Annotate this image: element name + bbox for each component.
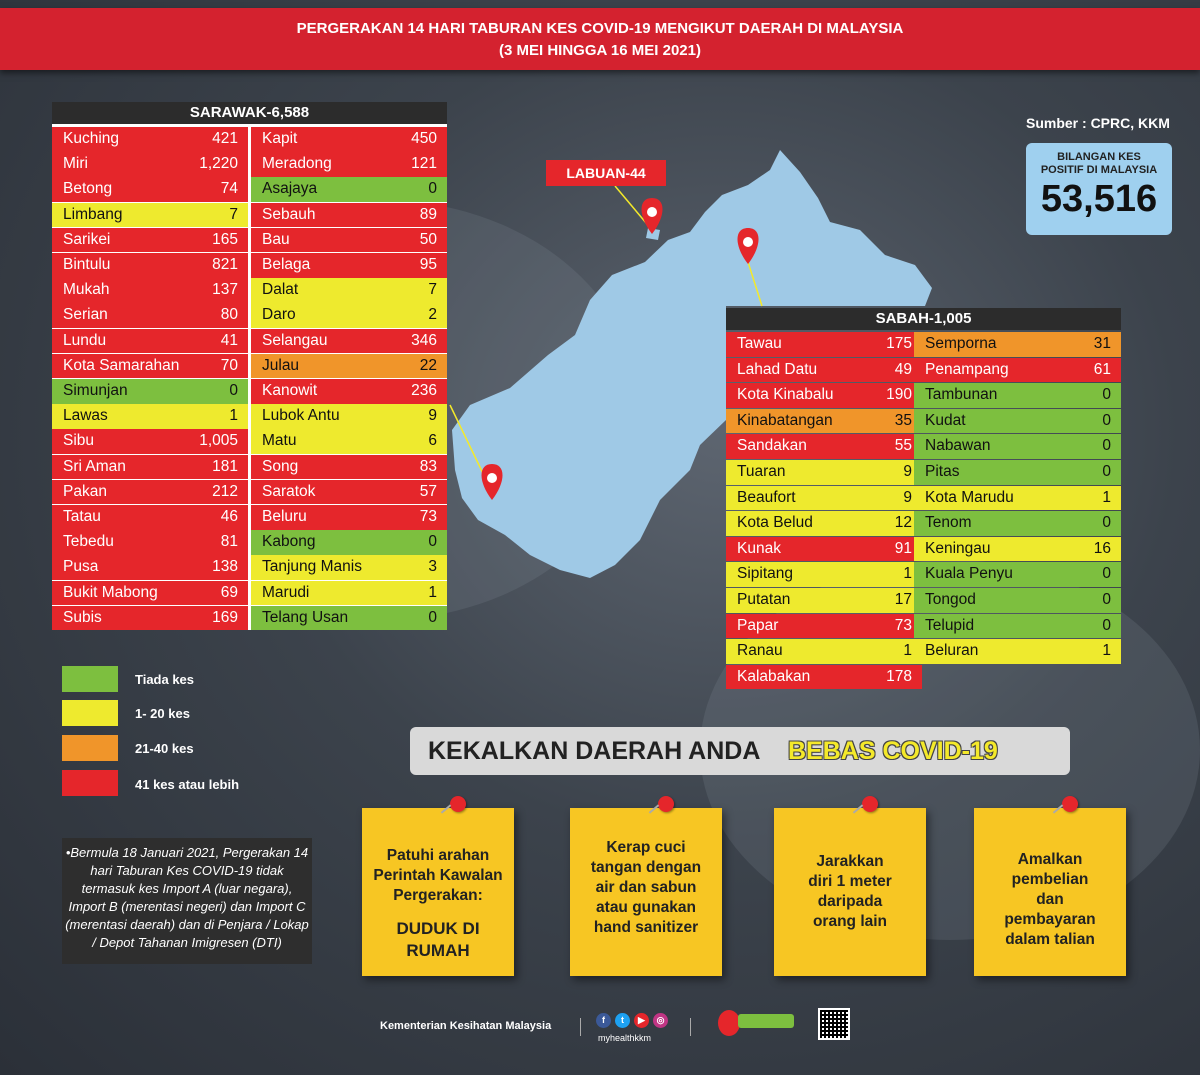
district-cases: 31 [1093, 335, 1111, 352]
district-cases: 50 [419, 230, 437, 248]
social-handle: myhealthkkm [598, 1033, 652, 1043]
push-pin-icon [1062, 796, 1078, 812]
district-row [251, 127, 447, 152]
legend-label: 1- 20 kes [135, 706, 190, 721]
district-name: Matu [262, 432, 297, 450]
district-name: Song [262, 457, 299, 475]
district-cases: 169 [212, 608, 238, 626]
slogan-bar [410, 727, 1070, 775]
district-cases: 41 [220, 331, 238, 349]
district-row [251, 429, 447, 454]
district-name: Telupid [925, 616, 975, 634]
district-name: Miri [63, 155, 88, 173]
advice-emphasis: DUDUK DI RUMAH [396, 919, 480, 960]
district-cases: 7 [428, 281, 437, 299]
district-row [52, 253, 248, 278]
district-row [251, 228, 447, 253]
district-row [914, 434, 1121, 459]
advice-text: Jarakkan diri 1 meter daripada orang lain [808, 853, 892, 930]
district-row [52, 127, 248, 152]
district-name: Kudat [925, 411, 966, 429]
district-name: Bintulu [63, 256, 111, 273]
district-cases: 0 [1102, 514, 1111, 532]
district-row [251, 379, 447, 404]
district-row [52, 177, 248, 202]
district-name: Beluru [262, 508, 307, 525]
district-cases: 69 [220, 583, 238, 601]
district-name: Kinabatangan [737, 411, 833, 429]
district-cases: 0 [1102, 386, 1111, 404]
district-row [726, 332, 922, 357]
district-cases: 0 [1102, 463, 1111, 480]
district-cases: 181 [212, 457, 238, 475]
district-cases: 7 [229, 205, 238, 223]
district-row [726, 588, 922, 613]
district-cases: 57 [419, 482, 437, 500]
district-name: Tenom [925, 514, 972, 532]
district-name: Lahad Datu [737, 360, 818, 378]
district-cases: 175 [886, 335, 912, 352]
district-name: Beaufort [737, 488, 796, 506]
legend-swatch-green [62, 666, 118, 692]
sarawak-title: SARAWAK-6,588 [52, 102, 447, 124]
district-row [914, 562, 1121, 587]
district-name: Dalat [262, 281, 299, 299]
district-cases: 70 [220, 356, 238, 374]
district-name: Kunak [737, 539, 781, 557]
district-name: Tawau [737, 335, 782, 352]
district-row [251, 455, 447, 480]
district-row [914, 383, 1121, 408]
footer-divider [580, 1018, 581, 1036]
district-row [52, 581, 248, 606]
district-row [52, 555, 248, 580]
title-line1: PERGERAKAN 14 HARI TABURAN KES COVID-19 MENGIKUT DAERAH DI MALAYSIA [296, 20, 904, 37]
district-name: Telang Usan [262, 608, 349, 626]
district-row [251, 253, 447, 278]
district-row [52, 379, 248, 404]
youtube-icon[interactable]: ▶ [634, 1013, 649, 1028]
footer-divider [690, 1018, 691, 1036]
district-row [726, 486, 922, 511]
district-row [726, 358, 922, 383]
district-row [52, 203, 248, 228]
district-name: Sebauh [262, 205, 316, 223]
district-cases: 0 [1102, 411, 1111, 429]
district-name: Kota Kinabalu [737, 386, 834, 404]
district-name: Ranau [737, 642, 783, 660]
district-row [726, 562, 922, 587]
push-pin-icon [658, 796, 674, 812]
footnote: •Bermula 18 Januari 2021, Pergerakan 14 hari Taburan Kes COVID-19 tidak termasuk kes Import A (luar negara), Import B (merentasi negeri) dan Import C (merentasi daerah) dan di Penjara / Lokap / Depot Tahanan Imigresen (DTI) [62, 838, 312, 964]
district-row [251, 278, 447, 303]
district-name: Subis [63, 608, 102, 626]
advice-note [974, 808, 1126, 976]
district-name: Simunjan [63, 382, 128, 399]
district-cases: 3 [428, 558, 437, 576]
district-name: Kota Belud [737, 514, 813, 532]
district-cases: 55 [894, 437, 912, 455]
district-cases: 74 [220, 180, 238, 198]
district-cases: 95 [419, 256, 437, 273]
district-name: Kanowit [262, 382, 318, 399]
district-row [52, 530, 248, 555]
source-text: Sumber : CPRC, KKM [1026, 115, 1170, 131]
district-row [726, 383, 922, 408]
district-row [726, 614, 922, 639]
district-row [726, 511, 922, 536]
district-row [914, 460, 1121, 485]
district-cases: 35 [894, 411, 912, 429]
district-name: Beluran [925, 642, 979, 660]
district-row [52, 152, 248, 177]
push-pin-icon [862, 796, 878, 812]
district-cases: 6 [428, 432, 437, 450]
district-cases: 0 [428, 533, 437, 551]
district-cases: 61 [1093, 360, 1111, 378]
district-row [251, 152, 447, 177]
district-cases: 83 [419, 457, 437, 475]
district-row [726, 409, 922, 434]
district-row [914, 486, 1121, 511]
district-cases: 0 [1102, 591, 1111, 608]
district-name: Tongod [925, 591, 976, 608]
district-cases: 121 [411, 155, 437, 173]
district-name: Tanjung Manis [262, 558, 362, 576]
district-cases: 73 [894, 616, 912, 634]
location-pin-icon [642, 198, 663, 234]
district-name: Sarikei [63, 230, 111, 248]
district-row [726, 460, 922, 485]
total-label-line1: BILANGAN KES [1057, 151, 1141, 163]
legend-label: 21-40 kes [135, 741, 194, 756]
district-cases: 16 [1093, 539, 1111, 557]
legend-label: 41 kes atau lebih [135, 777, 240, 792]
district-cases: 138 [212, 558, 238, 576]
district-cases: 9 [903, 488, 912, 506]
district-name: Lawas [63, 407, 108, 425]
twitter-icon[interactable]: t [615, 1013, 630, 1028]
push-pin-icon [450, 796, 466, 812]
district-name: Keningau [925, 539, 991, 557]
district-row [52, 455, 248, 480]
district-name: Pitas [925, 463, 960, 480]
advice-note [774, 808, 926, 976]
district-cases: 2 [428, 306, 437, 324]
district-name: Kuala Penyu [925, 565, 1013, 583]
district-name: Sandakan [737, 437, 807, 455]
district-name: Tuaran [737, 463, 786, 480]
district-name: Limbang [63, 205, 123, 223]
district-name: Sipitang [737, 565, 794, 583]
district-cases: 73 [419, 508, 437, 525]
district-cases: 1 [1102, 488, 1111, 506]
district-name: Penampang [925, 360, 1009, 378]
district-name: Papar [737, 616, 779, 634]
district-name: Marudi [262, 583, 310, 601]
district-row [251, 581, 447, 606]
district-name: Kota Samarahan [63, 356, 180, 374]
district-row [251, 354, 447, 379]
district-cases: 81 [220, 533, 238, 551]
advice-text: Patuhi arahan Perintah Kawalan Pergerakan: [373, 847, 503, 904]
title-line2: (3 MEI HINGGA 16 MEI 2021) [498, 42, 701, 59]
district-name: Kota Marudu [925, 488, 1014, 506]
district-cases: 1 [903, 565, 912, 583]
district-row [52, 606, 248, 631]
district-cases: 1 [903, 642, 912, 660]
district-name: Tambunan [925, 386, 998, 404]
district-row [251, 329, 447, 354]
district-cases: 17 [894, 591, 912, 608]
district-row [914, 409, 1121, 434]
qr-code-icon[interactable] [818, 1008, 850, 1040]
district-cases: 0 [428, 608, 437, 626]
district-name: Meradong [262, 155, 332, 173]
district-name: Tebedu [63, 533, 114, 551]
slogan-part1: KEKALKAN DAERAH ANDA [428, 737, 761, 765]
district-name: Asajaya [262, 180, 318, 198]
sabah-title: SABAH-1,005 [726, 308, 1121, 330]
advice-text: Amalkan pembelian dan pembayaran dalam talian [1004, 851, 1096, 948]
district-cases: 1,220 [199, 155, 238, 173]
district-row [52, 329, 248, 354]
district-cases: 0 [428, 180, 437, 198]
district-cases: 1 [229, 407, 238, 425]
district-row [251, 530, 447, 555]
district-row [726, 434, 922, 459]
district-cases: 178 [886, 667, 912, 685]
district-name: Sri Aman [63, 457, 126, 475]
district-row [726, 537, 922, 562]
district-row [726, 665, 922, 690]
district-row [251, 404, 447, 429]
district-name: Nabawan [925, 437, 991, 455]
district-cases: 137 [212, 281, 238, 299]
district-name: Lundu [63, 331, 107, 349]
instagram-icon[interactable]: ◎ [653, 1013, 668, 1028]
advice-text: Kerap cuci tangan dengan air dan sabun atau gunakan hand sanitizer [590, 839, 702, 936]
district-row [914, 537, 1121, 562]
myhealth-logo [718, 1008, 794, 1040]
district-name: Saratok [262, 482, 316, 500]
district-name: Pakan [63, 482, 107, 500]
district-name: Bau [262, 230, 290, 248]
district-row [52, 228, 248, 253]
district-row [914, 639, 1121, 664]
advice-note [570, 808, 722, 976]
legend-swatch-orange [62, 735, 118, 761]
district-cases: 421 [212, 130, 238, 147]
district-row [52, 429, 248, 454]
district-name: Semporna [925, 335, 997, 352]
district-name: Putatan [737, 591, 791, 608]
legend-label: Tiada kes [135, 672, 195, 687]
district-row [914, 614, 1121, 639]
district-row [251, 303, 447, 328]
district-cases: 450 [411, 130, 437, 147]
district-row [914, 332, 1121, 357]
district-cases: 91 [894, 539, 912, 557]
district-cases: 9 [428, 407, 437, 425]
district-name: Kapit [262, 130, 298, 147]
district-cases: 0 [1102, 616, 1111, 634]
district-cases: 346 [411, 331, 437, 349]
legend-swatch-red [62, 770, 118, 796]
district-row [251, 177, 447, 202]
district-row [251, 606, 447, 631]
district-row [726, 639, 922, 664]
district-name: Belaga [262, 256, 311, 273]
district-row [914, 511, 1121, 536]
advice-note [362, 808, 514, 976]
legend-swatch-yellow [62, 700, 118, 726]
district-name: Pusa [63, 558, 99, 576]
total-cases-box [1026, 143, 1172, 235]
district-row [52, 505, 248, 530]
district-cases: 1,005 [199, 432, 238, 450]
district-row [52, 354, 248, 379]
total-label-line2: POSITIF DI MALAYSIA [1040, 164, 1158, 176]
district-name: Tatau [63, 508, 101, 525]
district-cases: 1 [428, 583, 437, 601]
district-cases: 12 [894, 514, 912, 532]
total-label [1026, 143, 1172, 177]
district-row [251, 555, 447, 580]
sabah-table [726, 308, 1121, 688]
district-cases: 821 [212, 256, 238, 273]
district-name: Kuching [63, 130, 120, 147]
sarawak-table [52, 102, 447, 630]
district-row [251, 480, 447, 505]
district-name: Betong [63, 180, 113, 198]
district-cases: 0 [1102, 565, 1111, 583]
total-value: 53,516 [1040, 178, 1158, 220]
district-name: Lubok Antu [262, 407, 340, 425]
district-cases: 22 [419, 356, 437, 374]
district-cases: 0 [1102, 437, 1111, 455]
district-row [251, 203, 447, 228]
district-name: Daro [262, 306, 296, 324]
district-name: Bukit Mabong [63, 583, 158, 601]
district-cases: 190 [886, 386, 912, 404]
facebook-icon[interactable]: f [596, 1013, 611, 1028]
district-name: Kalabakan [737, 667, 811, 685]
labuan-label: LABUAN-44 [546, 160, 666, 186]
district-name: Kabong [262, 533, 316, 551]
district-row [52, 303, 248, 328]
district-cases: 165 [212, 230, 238, 248]
district-name: Julau [262, 356, 300, 374]
district-row [914, 358, 1121, 383]
district-name: Serian [63, 306, 108, 324]
footer-ministry: Kementerian Kesihatan Malaysia [380, 1020, 552, 1032]
district-cases: 0 [229, 382, 238, 399]
district-name: Mukah [63, 281, 110, 299]
district-cases: 49 [894, 360, 912, 378]
district-row [914, 588, 1121, 613]
district-cases: 9 [903, 463, 912, 480]
district-cases: 212 [212, 482, 238, 500]
district-name: Sibu [63, 432, 95, 450]
district-cases: 80 [220, 306, 238, 324]
district-cases: 236 [411, 382, 437, 399]
district-row [52, 278, 248, 303]
district-row [52, 480, 248, 505]
district-cases: 46 [220, 508, 238, 525]
slogan-part2: BEBAS COVID-19 [788, 737, 998, 765]
district-row [52, 404, 248, 429]
district-name: Selangau [262, 331, 328, 349]
district-row [251, 505, 447, 530]
district-cases: 89 [419, 205, 437, 223]
district-cases: 1 [1102, 642, 1111, 660]
